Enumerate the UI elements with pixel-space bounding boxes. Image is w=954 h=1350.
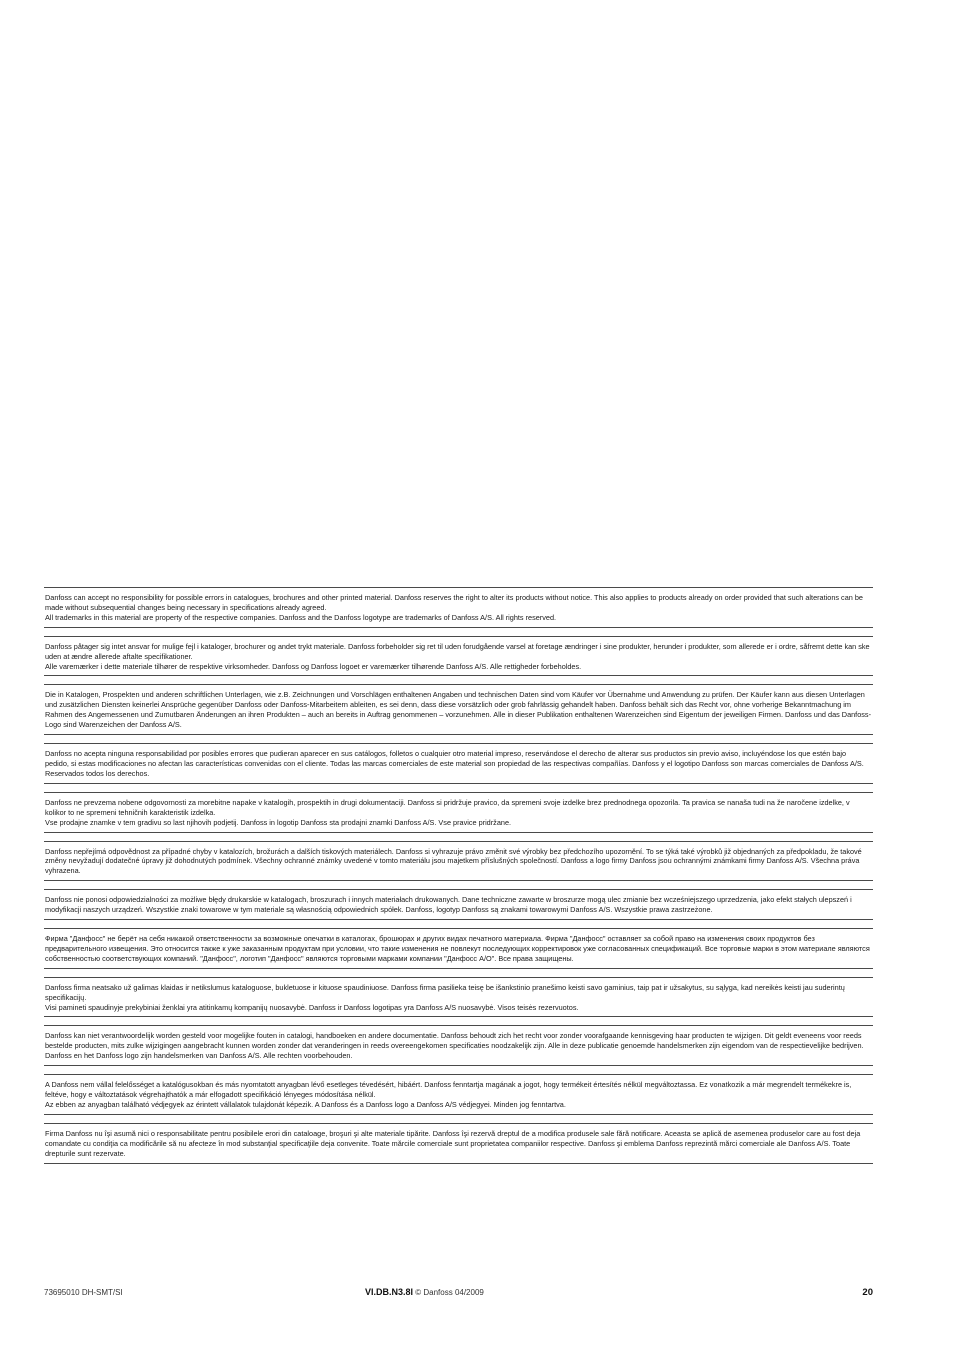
disclaimer-dutch — [44, 1025, 873, 1066]
disclaimer-text: Фирма "Данфосс" не берёт на себя никакой ответственности за возможные опечатки в каталогах, брошюрах и других видах печатного материала. Фирма "Данфосс" оставляет за собой право на изменения своих продуктов без предварительного извещения. Это относится также к уже заказанным продуктам при условии, что такие изменения не повлекут последующих корректировок уже согласованных спецификаций. Все торговые марки в этом материале являются собственностью соответствующих компаний. "Данфосс", логотип "Данфосс" являются торговыми марками компании "Данфосс А/О". Все права защищены. — [45, 934, 870, 963]
disclaimer-text: Firma Danfoss nu îşi asumă nici o responsabilitate pentru posibilele erori din cataloage, broşuri şi alte materiale tipărite. Danfoss îşi rezervă dreptul de a modifica produsele sale fără notificare. Aceasta se aplică de asemenea produselor care au fost deja comandate cu condiţia ca modificările să nu afecteze în mod substanţial specificaţiile deja convenite. Toate mărcile comerciale sunt proprietatea companiilor respective. Danfoss şi emblema Danfoss reprezintă mărci comerciale ale Danfoss A/S. Toate drepturile sunt rezervate. — [45, 1128, 861, 1158]
disclaimer-text: Danfoss påtager sig intet ansvar for mulige fejl i kataloger, brochurer og andet trykt materiale. Danfoss forbeholder sig ret til uden forudgående varsel at foretage ændringer i sine produkter, herunder i produkter, som allerede er i ordre, såfremt dette kan ske uden at ændre allerede aftalte specifikationer. Alle varemærker i dette materiale tilhører de respektive virksomheder. Danfoss og Danfoss logoet er varemærker tilhørende Danfoss A/S. Alle rettigheder forbeholdes. — [45, 641, 870, 671]
disclaimer-spanish — [44, 743, 873, 784]
disclaimer-romanian — [44, 1123, 873, 1164]
disclaimer-english — [44, 587, 873, 628]
disclaimer-german — [44, 684, 873, 735]
disclaimer-text: Danfoss ne prevzema nobene odgovornosti za morebitne napake v katalogih, prospektih in drugi dokumentaciji. Danfoss si pridržuje pravico, da spremeni svoje izdelke brez prednodnega opozorila. Ta pravica se nanaša tudi na že naročene izdelke, v kolikor to ne spremeni tehničnih karakteristik izdelka. Vse prodajne znamke v tem gradivu so last njihovih podjetij. Danfoss in logotip Danfoss sta prodajni znamki Danfoss A/S. Vse pravice pridržane. — [45, 797, 850, 827]
document-reference — [365, 1287, 484, 1297]
disclaimer-russian — [44, 928, 873, 969]
disclaimer-polish — [44, 889, 873, 920]
disclaimer-hungarian — [44, 1074, 873, 1115]
page-footer — [44, 1287, 873, 1301]
disclaimer-text: Danfoss nepřejímá odpovědnost za případné chyby v katalozích, brožurách a dalších tiskových materiálech. Danfoss si vyhrazuje právo změnit své výrobky bez předchozího upozornění. To se týká také výrobků již objednaných za předpokladu, že takové změny nevyžadují dodatečné úpravy již dohodnutých podmínek. Všechny ochranné známky uvedené v tomto materiálu jsou majetkem příslušných společností. Danfoss a logo firmy Danfoss jsou ochrannými známkami firmy Danfoss A/S. Všechna práva vyhrazena. — [45, 846, 862, 876]
disclaimer-slovenian — [44, 792, 873, 833]
disclaimer-text: Danfoss no acepta ninguna responsabilidad por posibles errores que pudieran aparecer en sus catálogos, folletos o cualquier otro material impreso, reservándose el derecho de alterar sus productos sin previo aviso, incluyéndose los que estén bajo pedido, si estas modificaciones no afectan las características convenidas con el cliente. Todas las marcas comerciales de este material son propiedad de las respectivas compañías. Danfoss y el logotipo Danfoss son marcas comerciales de Danfoss A/S. Reservados todos los derechos. — [45, 749, 864, 778]
disclaimer-text: Danfoss can accept no responsibility for possible errors in catalogues, brochures and other printed material. Danfoss reserves the right to alter its products without notice. This also applies to products already on order provided that such alterations can be made without subsequential changes being necessary in specifications already agreed. All trademarks in this material are property of the respective companies. Danfoss and the Danfoss logotype are trademarks of Danfoss A/S. All rights reserved. — [45, 593, 863, 622]
disclaimer-lithuanian — [44, 977, 873, 1018]
disclaimer-text: Danfoss kan niet verantwoordelijk worden gesteld voor mogelijke fouten in catalogi, handboeken en andere documentatie. Danfoss behoudt zich het recht voor zonder voorafgaande kennisgeving haar producten te wijzigen. Dit geldt eveneens voor reeds bestelde producten, mits zulke wijzigingen aangebracht kunnen worden zonder dat veranderingen in reeds overeengekomen specificaties noodzakelijk zijn. Alle in deze publicatie genoemde handelsmerken zijn eigendom van de respectievelijke bedrijven. Danfoss en het Danfoss logo zijn handelsmerken van Danfoss A/S. Alle rechten voorbehouden. — [45, 1031, 864, 1061]
disclaimer-danish — [44, 636, 873, 677]
disclaimer-text: Danfoss firma neatsako už galimas klaidas ir netikslumus kataloguose, bukletuose ir kituose spaudiniuose. Danfoss firma pasilieka teisę be išankstinio pranešimo keisti savo gaminius, taip pat ir užsakytus, su sąlyga, kad nereikės keisti jau suderintų specifikacijų. Visi pamineti spaudinyje prekybiniai ženklai yra atitinkamų kompanijų nuosavybė. Danfoss ir Danfoss logotipas yra Danfoss A/S nuosavybė. Visos teisės rezervuotos. — [45, 982, 845, 1012]
disclaimer-text: A Danfoss nem vállal felelősséget a katalógusokban és más nyomtatott anyagban lévő esetleges tévedésért, hibáért. Danfoss fenntartja magának a jogot, hogy termékeit értesítés nélkül megváltoztassa. Ez vonatkozik a már megrendelt termékekre is, feltéve, hogy e változtatások végrehajthatók a már elfogadott specifikáció lényeges módosítása nélkül. Az ebben az anyagban található védjegyek az érintett vállalatok tulajdonát képezik. A Danfoss és a Danfoss logo a Danfoss A/S védjegyei. Minden jog fenntartva. — [45, 1080, 852, 1109]
disclaimer-text: Danfoss nie ponosi odpowiedzialności za możliwe błędy drukarskie w katalogach, broszurach i innych materiałach drukowanych. Dane techniczne zawarte w broszurze mogą ulec zmianie bez wcześniejszego uprzedzenia, jako efekt stałych ulepszeń i modyfikacji naszych urządzeń. Wszystkie znaki towarowe w tym materiale są własnością odpowiednich spółek. Danfoss, logotyp Danfoss są znakami towarowymi Danfoss A/S. Wszystkie prawa zastrzeżone. — [45, 895, 852, 915]
page-number: 20 — [862, 1287, 873, 1298]
disclaimer-section — [44, 587, 873, 1172]
document-code: VI.DB.N3.8I — [365, 1287, 414, 1297]
disclaimer-czech — [44, 841, 873, 882]
disclaimer-text: Die in Katalogen, Prospekten und anderen schriftlichen Unterlagen, wie z.B. Zeichnungen und Vorschlägen enthaltenen Angaben und technischen Daten sind vom Käufer vor Übernahme und Anwendung zu prüfen. Der Käufer kann aus diesen Unterlagen und zusätzlichen Diensten keinerlei Ansprüche gegenüber Danfoss oder Danfoss-Mitarbeitern ableiten, es sei denn, dass diese vorsätzlich oder grob fahrlässig gehandelt haben. Danfoss behält sich das Recht vor, ohne vorherige Bekanntmachung im Rahmen des Angemessenen und Zumutbaren Änderungen an ihren Produkten – auch an bereits in Auftrag genommenen – vorzunehmen. Alle in dieser Publikation enthaltenen Warenzeichen sind Eigentum der jeweiligen Firmen. Danfoss und das Danfoss-Logo sind Warenzeichen der Danfoss A/S. — [45, 690, 871, 730]
document-number: 73695010 DH-SMT/SI — [44, 1288, 123, 1297]
copyright-notice: © Danfoss 04/2009 — [415, 1288, 484, 1297]
